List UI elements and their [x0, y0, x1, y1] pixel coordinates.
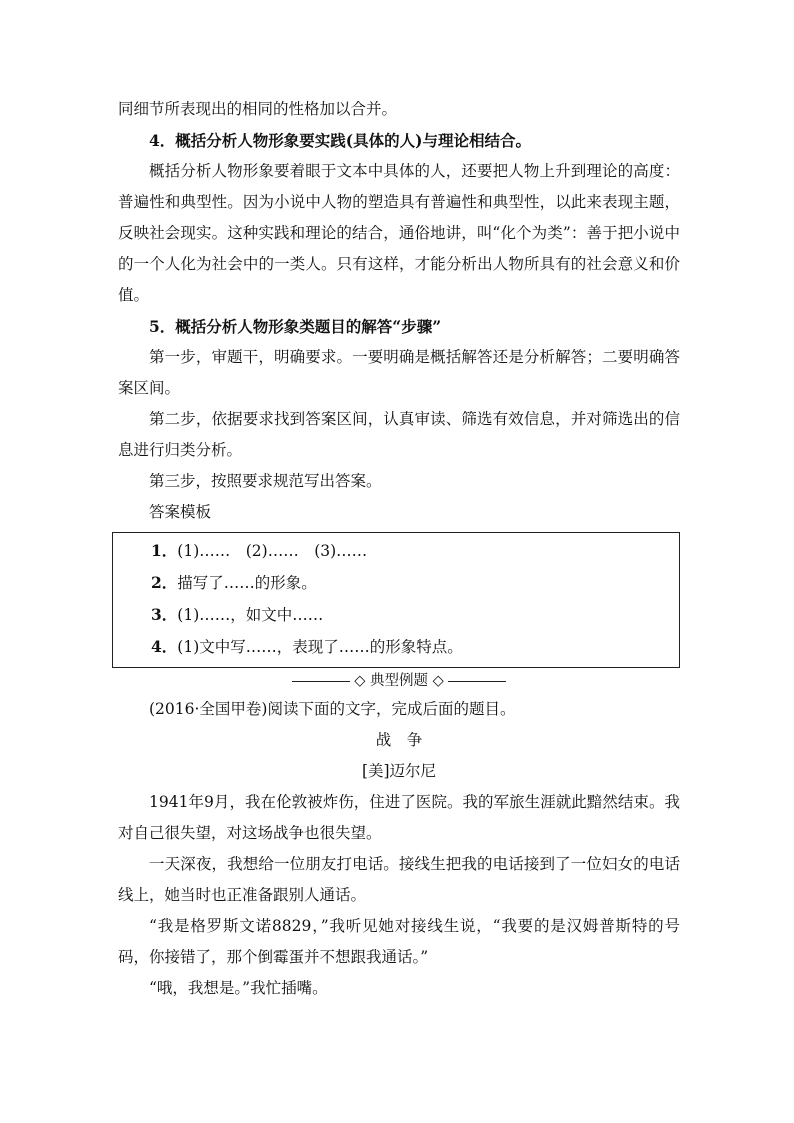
template-row-number: 3． [151, 605, 178, 624]
template-row-text: (1)…… (2)…… (3)…… [177, 542, 368, 560]
story-title: 战争 [375, 731, 438, 749]
template-row [113, 567, 679, 599]
section-heading-5: 5．概括分析人物形象类题目的解答“步骤” [149, 317, 442, 336]
template-row [113, 535, 679, 567]
example-divider [118, 668, 680, 694]
story-author: [美]迈尔尼 [361, 762, 437, 780]
section-4-paragraph: 概括分析人物形象要着眼于文本中具体的人，还要把人物上升到理论的高度：普遍性和典型性。因为小说中人物的塑造具有普遍性和典型性，以此来表现主题，反映社会现实。这种实践和理论的结合，通俗地讲，叫“化个为类”：善于把小说中的一个人化为社会中的一类人。只有这样，才能分析出人物所具有的社会意义和价值。 [118, 162, 680, 304]
story-paragraph-1: 1941年9月，我在伦敦被炸伤，住进了医院。我的军旅生涯就此黯然结束。我对自己很失望，对这场战争也很失望。 [118, 793, 680, 842]
document-page [118, 94, 680, 1004]
story-paragraph-2: 一天深夜，我想给一位朋友打电话。接线生把我的电话接到了一位妇女的电话线上，她当时也正准备跟别人通话。 [118, 855, 680, 904]
template-row-number: 2． [151, 573, 178, 592]
template-row-text: (1)文中写……，表现了……的形象特点。 [177, 638, 463, 656]
template-row [113, 599, 679, 631]
story-paragraph-4: “哦，我想是。”我忙插嘴。 [149, 979, 328, 997]
template-row-number: 1． [151, 541, 178, 560]
story-paragraph-3: “我是格罗斯文诺8829，”我听见她对接线生说，“我要的是汉姆普斯特的号码，你接错了，那个倒霉蛋并不想跟我通话。” [118, 917, 680, 966]
divider-label: ◇ 典型例题 ◇ [354, 673, 444, 689]
template-label: 答案模板 [149, 503, 212, 521]
step-1-paragraph: 第一步，审题干，明确要求。一要明确是概括解答还是分析解答；二要明确答案区间。 [118, 348, 680, 397]
template-row [113, 631, 679, 663]
example-source: (2016·全国甲卷)阅读下面的文字，完成后面的题目。 [149, 700, 516, 718]
template-row-number: 4． [151, 637, 178, 656]
step-3-paragraph: 第三步，按照要求规范写出答案。 [149, 472, 382, 490]
template-row-text: 描写了……的形象。 [177, 574, 317, 592]
divider-rule-right [448, 681, 506, 682]
section-heading-4: 4．概括分析人物形象要实践(具体的人)与理论相结合。 [149, 131, 531, 150]
template-row-text: (1)……，如文中…… [177, 606, 324, 624]
continued-text: 同细节所表现出的相同的性格加以合并。 [118, 100, 398, 118]
answer-template-box [112, 532, 680, 668]
divider-rule-left [292, 681, 350, 682]
step-2-paragraph: 第二步，依据要求找到答案区间，认真审读、筛选有效信息，并对筛选出的信息进行归类分析。 [118, 410, 680, 459]
